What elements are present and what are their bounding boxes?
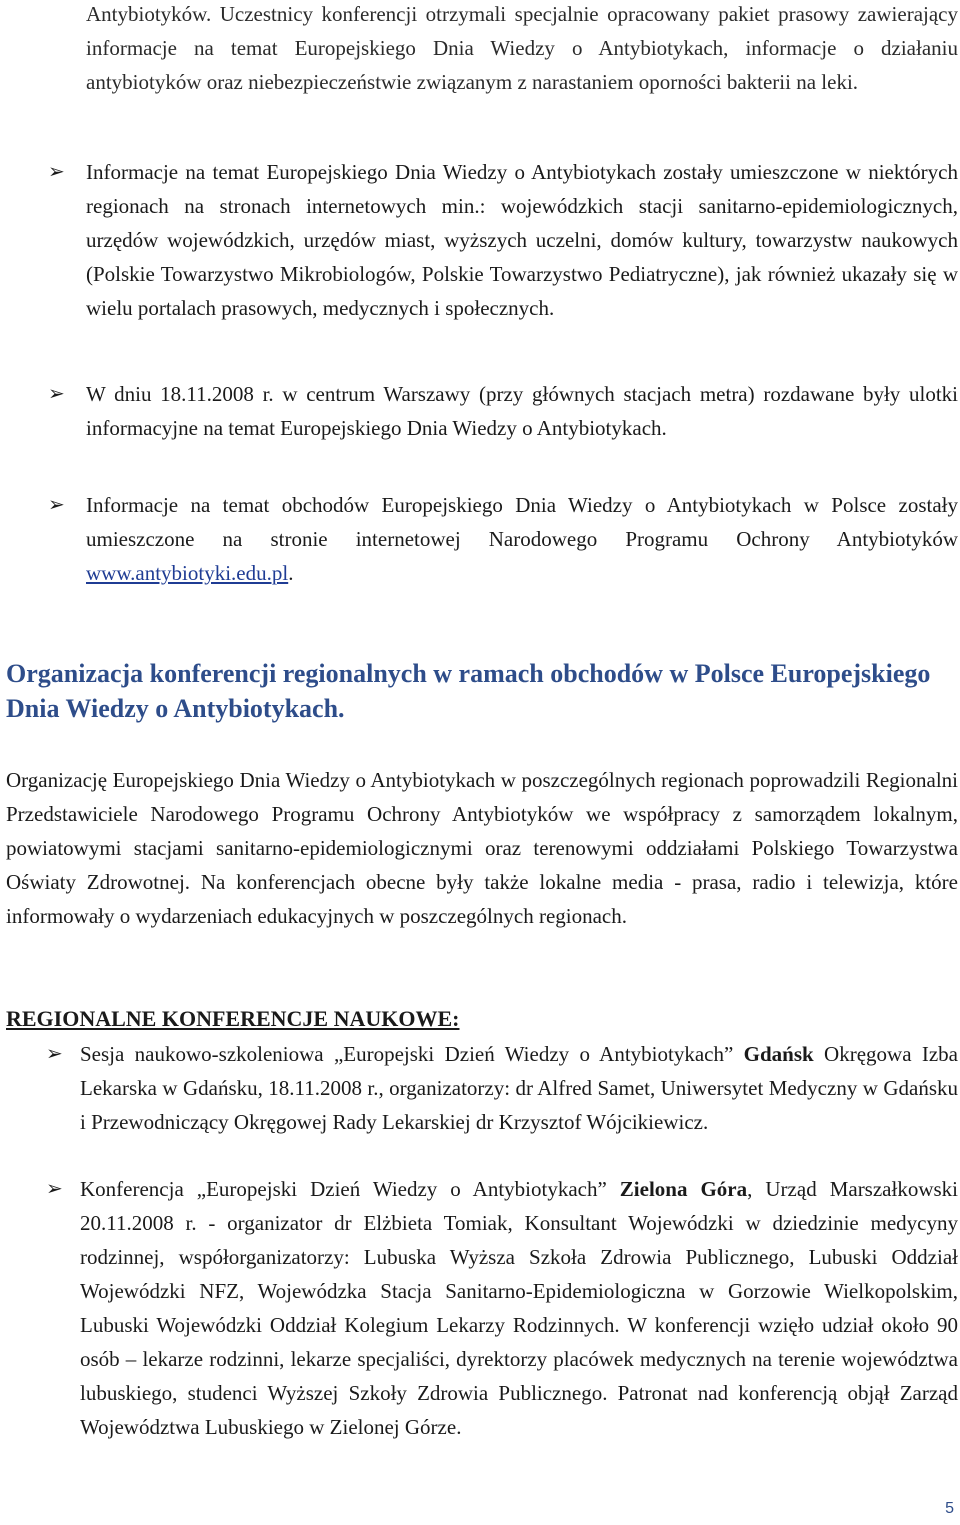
bullet-item-leaflets: [48, 377, 958, 445]
bullet-suffix: .: [288, 561, 294, 585]
bullet-text: Informacje na temat obchodów Europejskiego Dnia Wiedzy o Antybiotykach w Polsce zostały umieszczone na stronie internetowej Narodowego Programu Ochrony Antybiotyków: [86, 493, 958, 551]
conference-city: Zielona Góra: [619, 1177, 748, 1201]
bullet-text: W dniu 18.11.2008 r. w centrum Warszawy (przy głównych stacjach metra) rozdawane były ulotki informacyjne na temat Europejskiego Dnia Wiedzy o Antybiotykach.: [86, 382, 958, 440]
conference-details: Okręgowa Izba Lekarska w Gdańsku, 18.11.2008 r., organizatorzy: dr Alfred Samet, Uniwersytet Medyczny w Gdańsku i Przewodniczący Okręgowej Rady Lekarskiej dr Krzysztof Wójcikiewicz.: [80, 1042, 958, 1134]
arrow-bullet-icon: ➢: [48, 494, 65, 516]
antybiotyki-link[interactable]: www.antybiotyki.edu.pl: [86, 561, 289, 585]
conference-city: Gdańsk: [743, 1042, 814, 1066]
conference-details: , Urząd Marszałkowski 20.11.2008 r. - organizator dr Elżbieta Tomiak, Konsultant Wojewódzki w dziedzinie medycyny rodzinnej, współorganizatorzy: Lubuska Wyższa Szkoła Zdrowia Publicznego, Lubuski Oddział Wojewódzki NFZ, Wojewódzka Stacja Sanitarno-Epidemiologiczna w Gorzowie Wielkopolskim, Lubuski Wojewódzki Oddział Kolegium Lekarzy Rodzinnych. W konferencji wzięło udział około 90 osób – lekarze rodzinni, lekarze specjaliści, dyrektorzy placówek medycznych na terenie województwa lubuskiego, studenci Wyższej Szkoły Zdrowia Publicznego. Patronat nad konferencją objął Zarząd Województwa Lubuskiego w Zielonej Górze.: [80, 1177, 959, 1439]
intro-paragraph: Organizację Europejskiego Dnia Wiedzy o Antybiotykach w poszczególnych regionach poprowadzili Regionalni Przedstawiciele Narodowego Programu Ochrony Antybiotyków we współpracy z samorządem lokalnym, powiatowymi stacjami sanitarno-epidemiologicznymi oraz terenowymi oddziałami Polskiego Towarzystwa Oświaty Zdrowotnej. Na konferencjach obecne były także lokalne media - prasa, radio i telewizja, które informowały o wydarzeniach edukacyjnych w poszczególnych regionach.: [6, 768, 958, 928]
arrow-bullet-icon: ➢: [48, 383, 65, 405]
bullet-text: Informacje na temat Europejskiego Dnia Wiedzy o Antybiotykach zostały umieszczone w niektórych regionach na stronach internetowych min.: wojewódzkich stacji sanitarno-epidemiologicznych, urzędów wojewódzkich, urzędów miast, wyższych uczelni, domów kultury, towarzystw naukowych (Polskie Towarzystwo Mikrobiologów, Polskie Towarzystwo Pediatryczne), jak również ukazały się w wielu portalach prasowych, medycznych i społecznych.: [86, 160, 958, 320]
arrow-bullet-icon: ➢: [46, 1178, 63, 1200]
continuation-paragraph: Antybiotyków. Uczestnicy konferencji otrzymali specjalnie opracowany pakiet prasowy zawierający informacje na temat Europejskiego Dnia Wiedzy o Antybiotykach, informacje o działaniu antybiotyków oraz niebezpieczeństwie związanym z narastaniem oporności bakterii na leki.: [86, 2, 958, 94]
bullet-item-website-info: [48, 155, 958, 325]
conference-text: Sesja naukowo-szkoleniowa „Europejski Dzień Wiedzy o Antybiotykach”: [80, 1042, 744, 1066]
conference-text: Konferencja „Europejski Dzień Wiedzy o Antybiotykach”: [80, 1177, 620, 1201]
arrow-bullet-icon: ➢: [48, 161, 65, 183]
regional-conferences-heading: REGIONALNE KONFERENCJE NAUKOWE:: [6, 1006, 460, 1031]
section-title: Organizacja konferencji regionalnych w ramach obchodów w Polsce Europejskiego Dnia Wiedzy o Antybiotykach.: [6, 659, 931, 723]
conference-item-gdansk: [46, 1037, 958, 1139]
page-number: 5: [945, 1500, 954, 1517]
conference-item-zielona-gora: [46, 1172, 959, 1444]
arrow-bullet-icon: ➢: [46, 1043, 63, 1065]
bullet-item-program-site: [48, 488, 958, 590]
